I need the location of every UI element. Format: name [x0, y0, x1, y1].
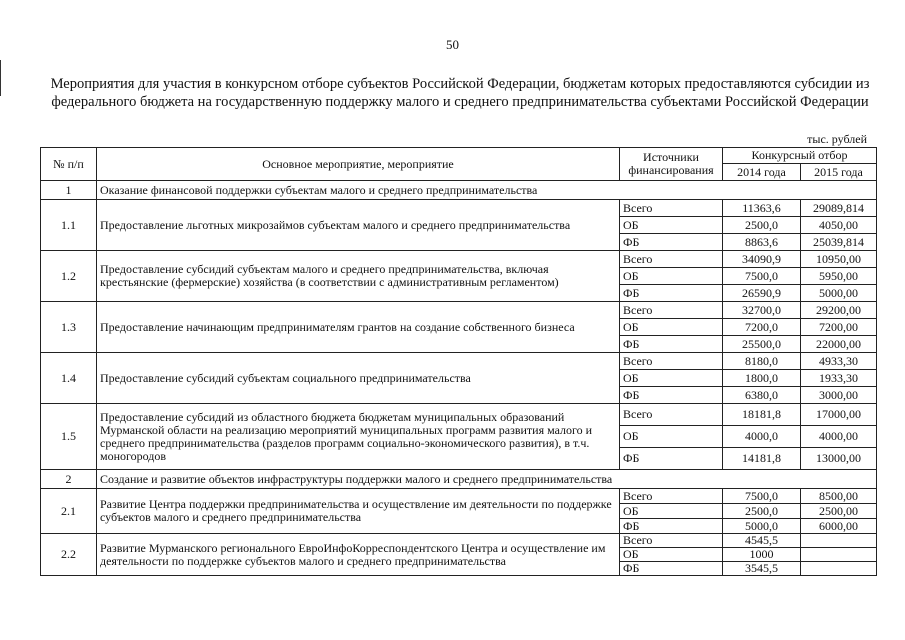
value-2014: 32700,0	[723, 302, 801, 319]
funding-source: ФБ	[620, 234, 723, 251]
item-number: 2.1	[41, 489, 97, 534]
value-2014: 18181,8	[723, 404, 801, 426]
value-2014: 5000,0	[723, 519, 801, 534]
value-2015: 2500,00	[801, 504, 877, 519]
value-2015: 4000,00	[801, 426, 877, 448]
funding-source: ОБ	[620, 217, 723, 234]
value-2015: 4050,00	[801, 217, 877, 234]
table-row	[41, 404, 877, 426]
item-number: 1.5	[41, 404, 97, 470]
funding-source: ФБ	[620, 519, 723, 534]
funding-source: ОБ	[620, 268, 723, 285]
value-2015	[801, 562, 877, 576]
table-row	[41, 534, 877, 548]
value-2014: 8863,6	[723, 234, 801, 251]
funding-source: ОБ	[620, 504, 723, 519]
section-row	[41, 181, 877, 200]
item-name: Развитие Центра поддержки предпринимательства и осуществление им деятельности по поддержке субъектов малого и среднего предпринимательства	[97, 489, 620, 534]
value-2015	[801, 534, 877, 548]
table-row	[41, 353, 877, 370]
item-name: Развитие Мурманского регионального ЕвроИнфоКорреспондентского Центра и осуществление им деятельности по поддержке субъектов малого и среднего предпринимательства	[97, 534, 620, 576]
value-2014: 14181,8	[723, 448, 801, 470]
document-title: Мероприятия для участия в конкурсном отборе субъектов Российской Федерации, бюджетам которых предоставляются субсидии из федерального бюджета на государственную поддержку малого и среднего предпринимательства субъектами Российской Федерации	[50, 76, 870, 110]
value-2015: 25039,814	[801, 234, 877, 251]
value-2014: 6380,0	[723, 387, 801, 404]
section-title: Создание и развитие объектов инфраструктуры поддержки малого и среднего предпринимательства	[97, 470, 877, 489]
value-2014: 4545,5	[723, 534, 801, 548]
section-number: 1	[41, 181, 97, 200]
value-2015: 13000,00	[801, 448, 877, 470]
value-2015: 3000,00	[801, 387, 877, 404]
funding-source: ОБ	[620, 319, 723, 336]
value-2014: 7500,0	[723, 489, 801, 504]
header-year-2015: 2015 года	[801, 164, 877, 181]
subsidy-table	[40, 147, 877, 576]
funding-source: Всего	[620, 251, 723, 268]
funding-source: Всего	[620, 404, 723, 426]
funding-source: ФБ	[620, 448, 723, 470]
table-row	[41, 489, 877, 504]
item-number: 1.3	[41, 302, 97, 353]
section-title: Оказание финансовой поддержки субъектам малого и среднего предпринимательства	[97, 181, 877, 200]
value-2014: 11363,6	[723, 200, 801, 217]
header-num: № п/п	[41, 148, 97, 181]
value-2015: 22000,00	[801, 336, 877, 353]
header-name: Основное мероприятие, мероприятие	[97, 148, 620, 181]
value-2015: 8500,00	[801, 489, 877, 504]
funding-source: Всего	[620, 353, 723, 370]
funding-source: ОБ	[620, 548, 723, 562]
value-2014: 4000,0	[723, 426, 801, 448]
value-2015: 4933,30	[801, 353, 877, 370]
funding-source: ОБ	[620, 426, 723, 448]
header-competition: Конкурсный отбор	[723, 148, 877, 164]
header-year-2014: 2014 года	[723, 164, 801, 181]
value-2014: 8180,0	[723, 353, 801, 370]
item-number: 2.2	[41, 534, 97, 576]
funding-source: ФБ	[620, 387, 723, 404]
item-name: Предоставление льготных микрозаймов субъектам малого и среднего предпринимательства	[97, 200, 620, 251]
unit-label: тыс. рублей	[807, 132, 867, 146]
value-2015: 10950,00	[801, 251, 877, 268]
value-2015: 29089,814	[801, 200, 877, 217]
value-2014: 1800,0	[723, 370, 801, 387]
section-number: 2	[41, 470, 97, 489]
page-number: 50	[446, 37, 459, 52]
value-2014: 34090,9	[723, 251, 801, 268]
value-2014: 1000	[723, 548, 801, 562]
funding-source: ФБ	[620, 285, 723, 302]
value-2014: 7500,0	[723, 268, 801, 285]
value-2015	[801, 548, 877, 562]
value-2014: 2500,0	[723, 504, 801, 519]
table-row	[41, 200, 877, 217]
section-row	[41, 470, 877, 489]
value-2014: 3545,5	[723, 562, 801, 576]
funding-source: Всего	[620, 200, 723, 217]
item-number: 1.1	[41, 200, 97, 251]
value-2015: 5950,00	[801, 268, 877, 285]
funding-source: ФБ	[620, 562, 723, 576]
value-2015: 6000,00	[801, 519, 877, 534]
value-2014: 7200,0	[723, 319, 801, 336]
value-2015: 7200,00	[801, 319, 877, 336]
value-2015: 17000,00	[801, 404, 877, 426]
item-name: Предоставление начинающим предпринимателям грантов на создание собственного бизнеса	[97, 302, 620, 353]
item-name: Предоставление субсидий субъектам малого и среднего предпринимательства, включая крестьянские (фермерские) хозяйства (в соответствии с административным регламентом)	[97, 251, 620, 302]
item-name: Предоставление субсидий субъектам социального предпринимательства	[97, 353, 620, 404]
funding-source: Всего	[620, 534, 723, 548]
value-2014: 2500,0	[723, 217, 801, 234]
funding-source: Всего	[620, 489, 723, 504]
funding-source: ОБ	[620, 370, 723, 387]
value-2015: 29200,00	[801, 302, 877, 319]
table-row	[41, 302, 877, 319]
value-2014: 25500,0	[723, 336, 801, 353]
funding-source: ФБ	[620, 336, 723, 353]
table-row	[41, 251, 877, 268]
header-source: Источники финансирования	[620, 148, 723, 181]
item-name: Предоставление субсидий из областного бюджета бюджетам муниципальных образований Мурманской области на реализацию мероприятий муниципальных программ развития малого и среднего предпринимательства (разделов программ социально-экономического развития), в т.ч. моногородов	[97, 404, 620, 470]
page-edge-mark	[0, 60, 1, 96]
value-2015: 5000,00	[801, 285, 877, 302]
item-number: 1.4	[41, 353, 97, 404]
value-2015: 1933,30	[801, 370, 877, 387]
funding-source: Всего	[620, 302, 723, 319]
value-2014: 26590,9	[723, 285, 801, 302]
item-number: 1.2	[41, 251, 97, 302]
